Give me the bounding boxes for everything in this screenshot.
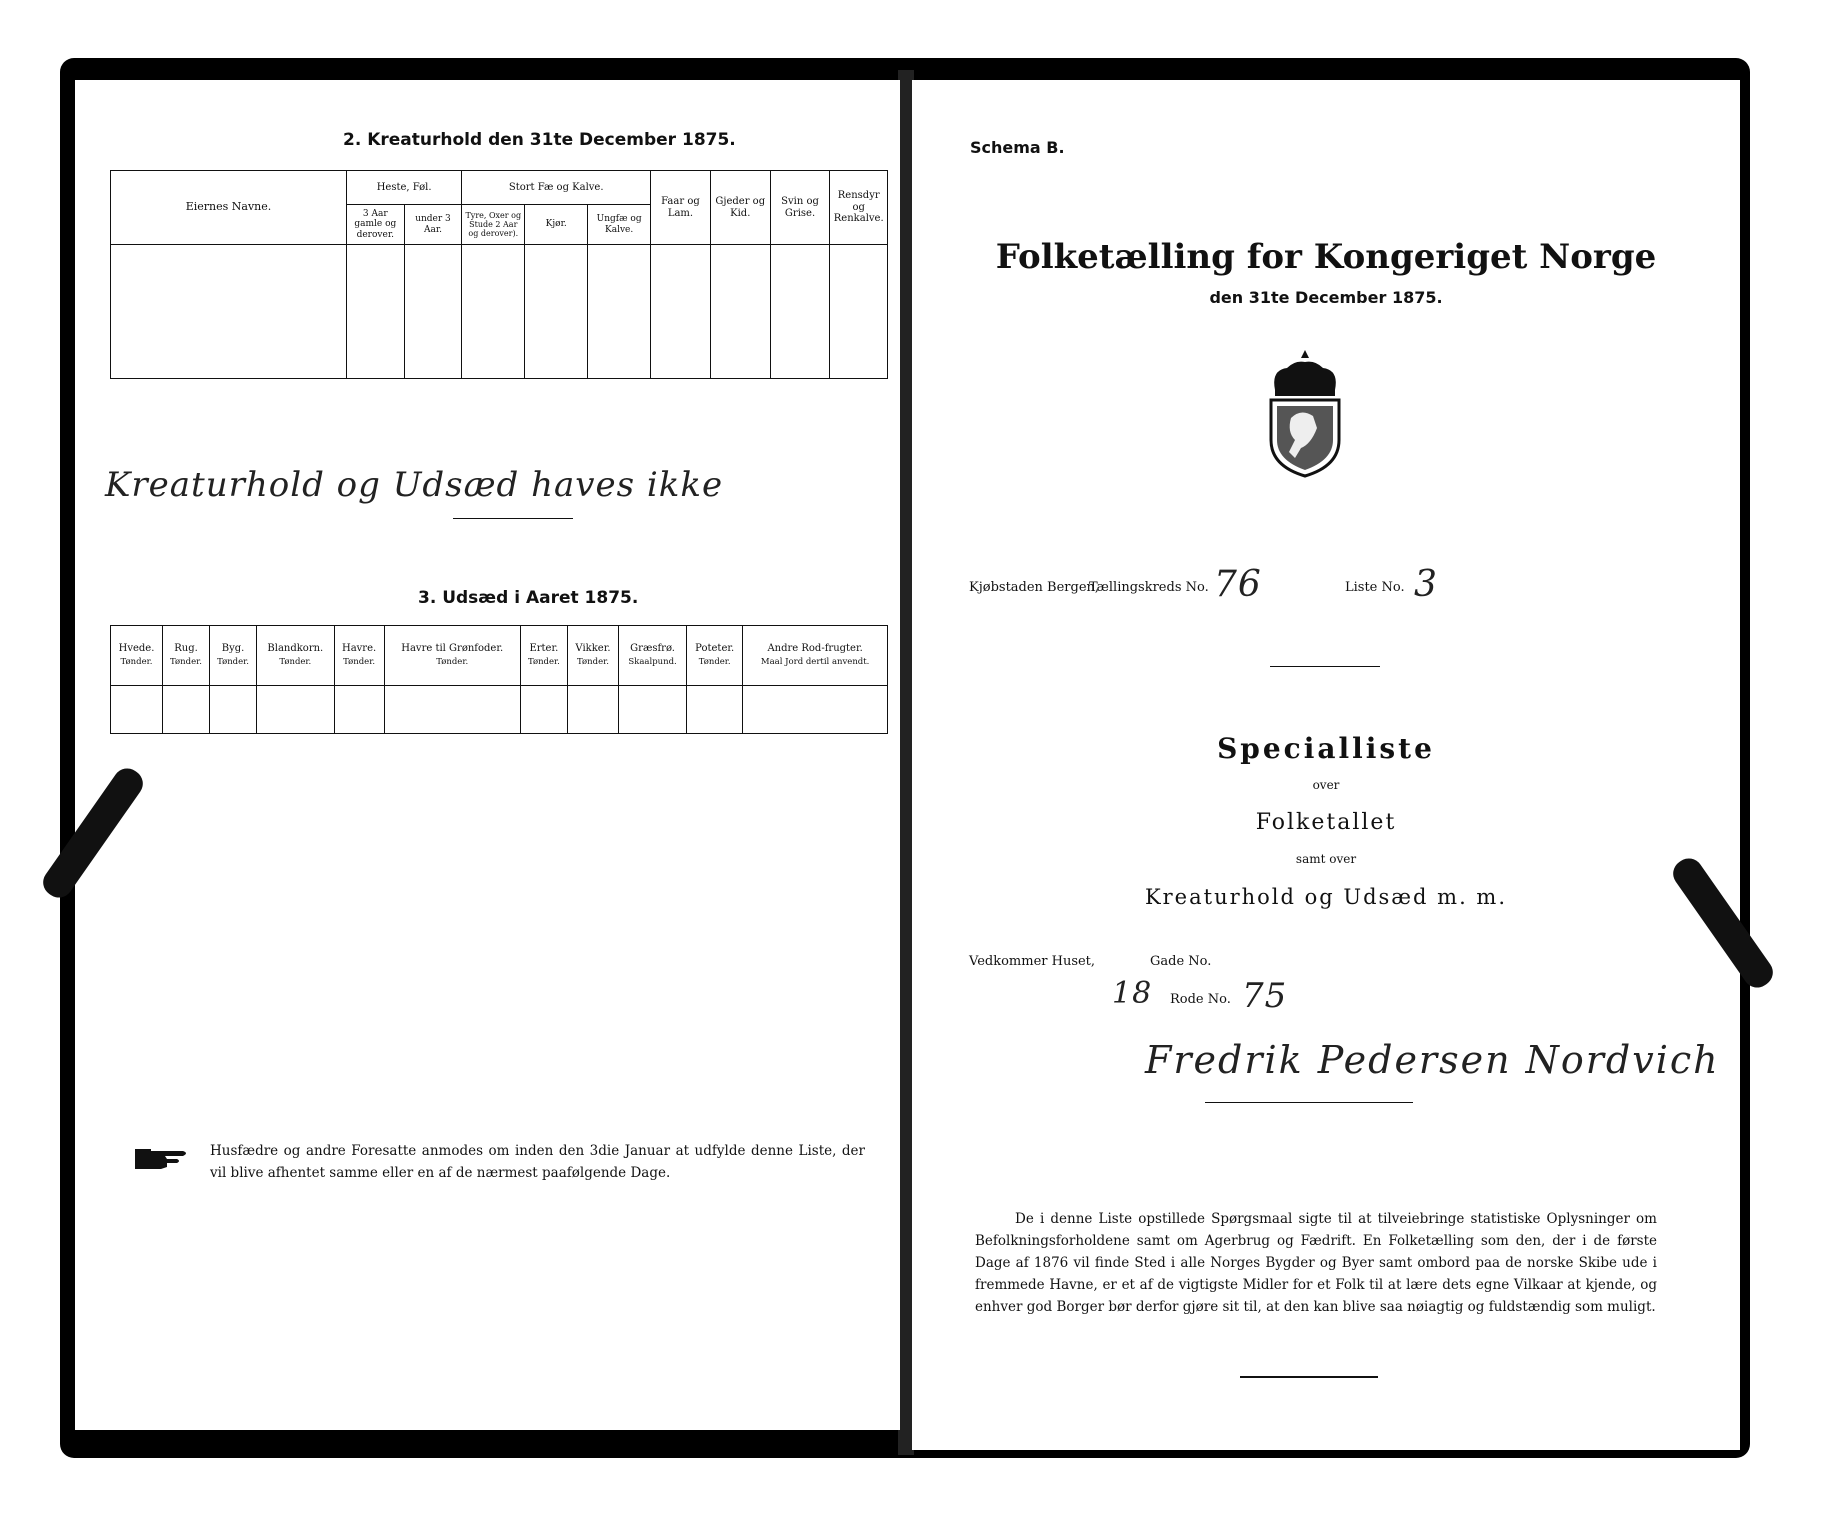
sowing-header-cell — [384, 626, 520, 686]
pointing-hand-icon — [133, 1143, 193, 1173]
folketallet-text: Folketallet — [1255, 810, 1397, 835]
sowing-empty-cell — [257, 686, 335, 734]
main-title: Folketælling for Kongeriget Norge — [995, 237, 1657, 277]
sowing-col-unit: Tønder. — [436, 657, 469, 668]
sowing-col-unit: Tønder. — [217, 657, 249, 668]
sowing-col-name: Rug. — [174, 642, 198, 654]
sowing-col-name: Hvede. — [118, 642, 155, 654]
date-line: den 31te December 1875. — [1209, 288, 1443, 307]
sowing-header-cell — [567, 626, 618, 686]
sowing-col-unit: Tønder. — [577, 657, 609, 668]
over-text: over — [1312, 778, 1340, 792]
city-label: Kjøbstaden Bergen, — [969, 580, 1100, 595]
signature: Fredrik Pedersen Nordvich — [1145, 1038, 1720, 1082]
divider — [1240, 1376, 1378, 1378]
sowing-empty-cell — [384, 686, 520, 734]
header-rensdyr: Rensdyr og Renkalve. — [830, 171, 888, 245]
sowing-header-cell — [111, 626, 163, 686]
schema-label: Schema B. — [970, 138, 1065, 157]
header-stort-fae: Stort Fæ og Kalve. — [462, 171, 651, 205]
sowing-table — [110, 625, 888, 734]
sowing-header-cell — [687, 626, 743, 686]
kreaturhold-text: Kreaturhold og Udsæd m. m. — [1144, 885, 1508, 909]
header-stort-sub2: Kjør. — [525, 205, 588, 245]
sowing-empty-cell — [567, 686, 618, 734]
sowing-header-cell — [210, 626, 257, 686]
sowing-empty-cell — [111, 686, 163, 734]
table-row — [111, 686, 888, 734]
sowing-empty-cell — [162, 686, 209, 734]
header-heste-sub2: under 3 Aar. — [404, 205, 462, 245]
liste-label: Liste No. — [1345, 580, 1405, 595]
notice-text: Husfædre og andre Foresatte anmodes om inden den 3die Januar at udfylde denne Liste, der vil blive afhentet samme eller en af de nærmest paafølgende Dage. — [210, 1143, 865, 1181]
header-stort-sub3: Ungfæ og Kalve. — [588, 205, 651, 245]
sowing-col-unit: Tønder. — [527, 657, 560, 668]
sowing-empty-cell — [743, 686, 888, 734]
divider — [1205, 1102, 1413, 1103]
handwritten-note: Kreaturhold og Udsæd haves ikke — [105, 465, 724, 505]
rode-value: 75 — [1242, 976, 1288, 1016]
sowing-col-unit: Skaalpund. — [628, 657, 677, 668]
coat-of-arms-icon — [1261, 348, 1349, 478]
table-row — [111, 245, 888, 379]
sowing-col-name: Havre til Grønfoder. — [401, 642, 504, 654]
sowing-empty-cell — [334, 686, 384, 734]
sowing-empty-cell — [619, 686, 687, 734]
sowing-col-name: Erter. — [529, 642, 559, 654]
livestock-table — [110, 170, 888, 379]
header-stort-sub1: Tyre, Oxer og Stude 2 Aar og derover). — [462, 205, 525, 245]
sowing-header-cell — [257, 626, 335, 686]
sowing-header-cell — [520, 626, 567, 686]
sowing-empty-cell — [687, 686, 743, 734]
sowing-col-unit: Tønder. — [170, 657, 202, 668]
kreds-label: Tællingskreds No. — [1089, 580, 1209, 595]
rode-prefix: 18 — [1112, 976, 1153, 1011]
header-heste: Heste, Føl. — [346, 171, 461, 205]
sowing-col-name: Græsfrø. — [630, 642, 675, 654]
sowing-col-name: Havre. — [341, 642, 377, 654]
sowing-header-cell — [162, 626, 209, 686]
liste-value: 3 — [1414, 564, 1438, 605]
sowing-header-cell — [334, 626, 384, 686]
gade-label: Gade No. — [1150, 954, 1212, 969]
section3-title: 3. Udsæd i Aaret 1875. — [418, 588, 639, 608]
divider — [453, 518, 573, 519]
header-svin: Svin og Grise. — [770, 171, 830, 245]
sowing-col-unit: Maal Jord dertil anvendt. — [760, 657, 870, 668]
specialliste-title: Specialliste — [1217, 732, 1435, 765]
header-faar: Faar og Lam. — [651, 171, 711, 245]
divider — [1270, 666, 1380, 667]
sowing-col-unit: Tønder. — [279, 657, 312, 668]
sowing-col-name: Poteter. — [695, 642, 735, 654]
sowing-empty-cell — [210, 686, 257, 734]
sowing-col-name: Byg. — [221, 642, 245, 654]
sowing-col-name: Blandkorn. — [267, 642, 324, 654]
sowing-header-cell — [743, 626, 888, 686]
sowing-col-unit: Tønder. — [343, 657, 376, 668]
right-page — [912, 80, 1740, 1450]
rode-label: Rode No. — [1170, 992, 1231, 1007]
left-page — [75, 80, 900, 1430]
sowing-col-name: Andre Rod-frugter. — [767, 642, 863, 654]
vedkommer-label: Vedkommer Huset, — [969, 954, 1096, 969]
kreds-value: 76 — [1214, 564, 1262, 605]
samt-over-text: samt over — [1295, 852, 1357, 866]
info-paragraph: De i denne Liste opstillede Spørgsmaal sigte til at tilveiebringe statistiske Oplysninger om Befolkningsforholdene samt om Agerbrug og Fædrift. En Folketælling som den, der i de første Dage af 1876 vil finde Sted i alle Norges Bygder og Byer samt ombord paa de norske Skibe ude i fremmede Havne, er et af de vigtigste Midler for et Folk til at lære dets egne Vilkaar at kjende, og enhver god Borger bør derfor gjøre sit til, at den kan blive saa nøiagtig og fuldstændig som muligt. — [975, 1211, 1657, 1315]
sowing-header-cell — [619, 626, 687, 686]
sowing-col-unit: Tønder. — [120, 657, 153, 668]
sowing-col-name: Vikker. — [575, 642, 611, 654]
header-heste-sub1: 3 Aar gamle og derover. — [346, 205, 404, 245]
sowing-empty-cell — [520, 686, 567, 734]
header-gjeder: Gjeder og Kid. — [710, 171, 770, 245]
sowing-col-unit: Tønder. — [698, 657, 731, 668]
header-owner: Eiernes Navne. — [111, 171, 347, 245]
section2-title: 2. Kreaturhold den 31te December 1875. — [343, 130, 736, 150]
